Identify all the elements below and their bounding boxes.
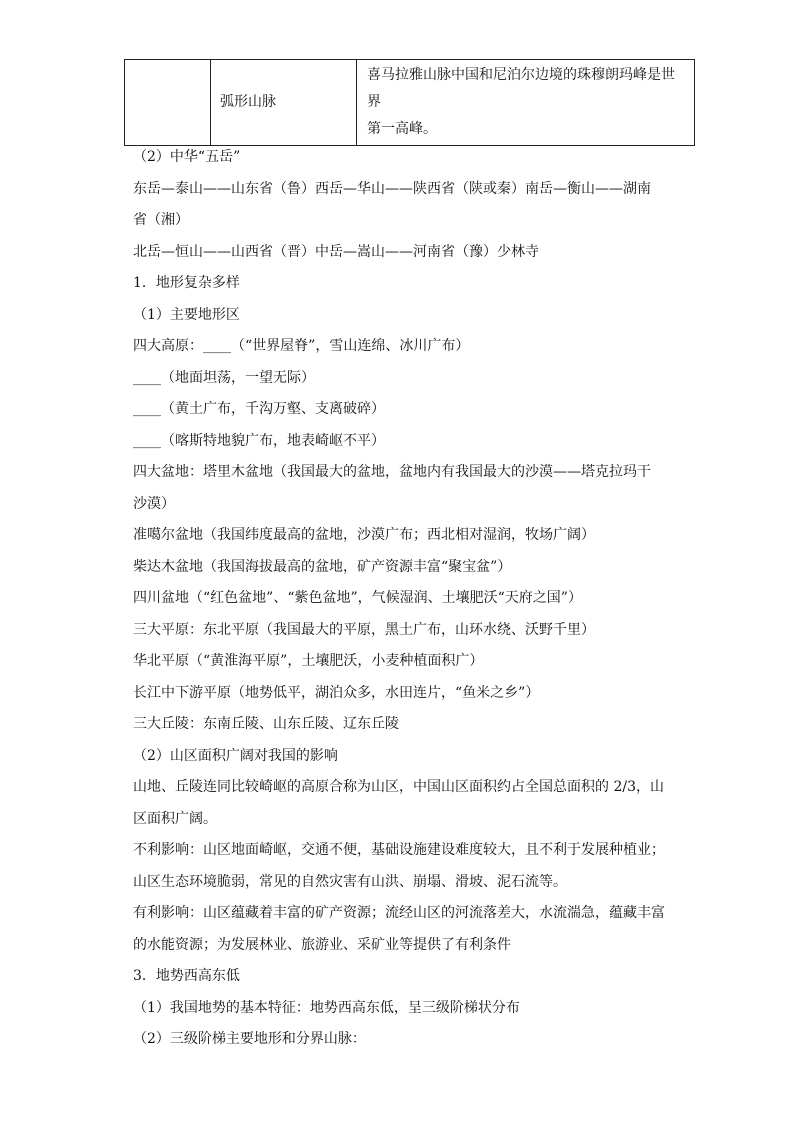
paragraph-line: ____（黄土广布，千沟万壑、支离破碎）: [133, 401, 385, 417]
paragraph-line: 四大高原：____（“世界屋脊”，雪山连绵、冰川广布）: [133, 338, 470, 354]
paragraph-line: 有利影响：山区蕴藏着丰富的矿产资源；流经山区的河流落差大，水流湍急，蕴藏丰富: [133, 905, 665, 921]
table-cell-mountain-type: 弧形山脉: [211, 60, 357, 146]
description-line: 第一高峰。: [367, 121, 437, 137]
subsection-heading: （1）主要地形区: [133, 306, 240, 323]
section-heading: 3．地势西高东低: [133, 968, 240, 984]
paragraph-line: 沙漠）: [133, 495, 175, 512]
table-cell-description: [357, 60, 695, 146]
paragraph-line: ____（喀斯特地貌广布，地表崎岖不平）: [133, 432, 385, 449]
heading-five-mountains: （2）中华“五岳”: [133, 149, 241, 165]
table-cell-empty: [125, 60, 211, 146]
paragraph-line: 华北平原（“黄淮海平原”，土壤肥沃，小麦种植面积广）: [133, 653, 484, 669]
body-text: [133, 142, 673, 1056]
paragraph-line: 山地、丘陵连同比较崎岖的高原合称为山区，中国山区面积约占全国总面积的 2/3，山: [133, 779, 664, 795]
paragraph-line: 北岳—恒山——山西省（晋）中岳—嵩山——河南省（豫）少林寺: [133, 243, 539, 260]
paragraph-line: ____（地面坦荡，一望无际）: [133, 369, 315, 386]
subsection-heading: （2）三级阶梯主要地形和分界山脉：: [133, 1031, 366, 1047]
paragraph-line: 四川盆地（“红色盆地”、“紫色盆地”，气候湿润、土壤肥沃“天府之国”）: [133, 590, 582, 606]
subsection-heading: （2）山区面积广阔对我国的影响: [133, 747, 338, 764]
subsection-heading: （1）我国地势的基本特征：地势西高东低，呈三级阶梯状分布: [133, 999, 520, 1016]
description-line: 喜马拉雅山脉中国和尼泊尔边境的珠穆朗玛峰是世界: [367, 67, 675, 110]
paragraph-line: 不利影响：山区地面崎岖，交通不便，基础设施建设难度较大，且不利于发展种植业；: [133, 842, 665, 858]
paragraph-line: 三大丘陵：东南丘陵、山东丘陵、辽东丘陵: [133, 716, 399, 732]
paragraph-line: 准噶尔盆地（我国纬度最高的盆地，沙漠广布；西北相对湿润，牧场广阔）: [133, 527, 595, 543]
paragraph-line: 东岳—泰山——山东省（鲁）西岳—华山——陕西省（陕或秦）南岳—衡山——湖南: [133, 180, 651, 197]
table-row: [125, 60, 695, 146]
paragraph-line: 长江中下游平原（地势低平，湖泊众多，水田连片，“鱼米之乡”）: [133, 684, 540, 701]
paragraph-line: 四大盆地：塔里木盆地（我国最大的盆地，盆地内有我国最大的沙漠——塔克拉玛干: [133, 464, 651, 480]
paragraph-line: 的水能资源；为发展林业、旅游业、采矿业等提供了有利条件: [133, 936, 511, 953]
paragraph-line: 三大平原：东北平原（我国最大的平原，黑土广布，山环水绕、沃野千里）: [133, 621, 595, 638]
paragraph-line: 山区生态环境脆弱，常见的自然灾害有山洪、崩塌、滑坡、泥石流等。: [133, 873, 567, 890]
section-heading: 1．地形复杂多样: [133, 275, 240, 291]
content-table: [124, 59, 695, 146]
paragraph-line: 柴达木盆地（我国海拔最高的盆地，矿产资源丰富“聚宝盆”）: [133, 558, 512, 575]
paragraph-line: 区面积广阔。: [133, 810, 217, 827]
paragraph-line: 省（湘）: [133, 212, 189, 228]
